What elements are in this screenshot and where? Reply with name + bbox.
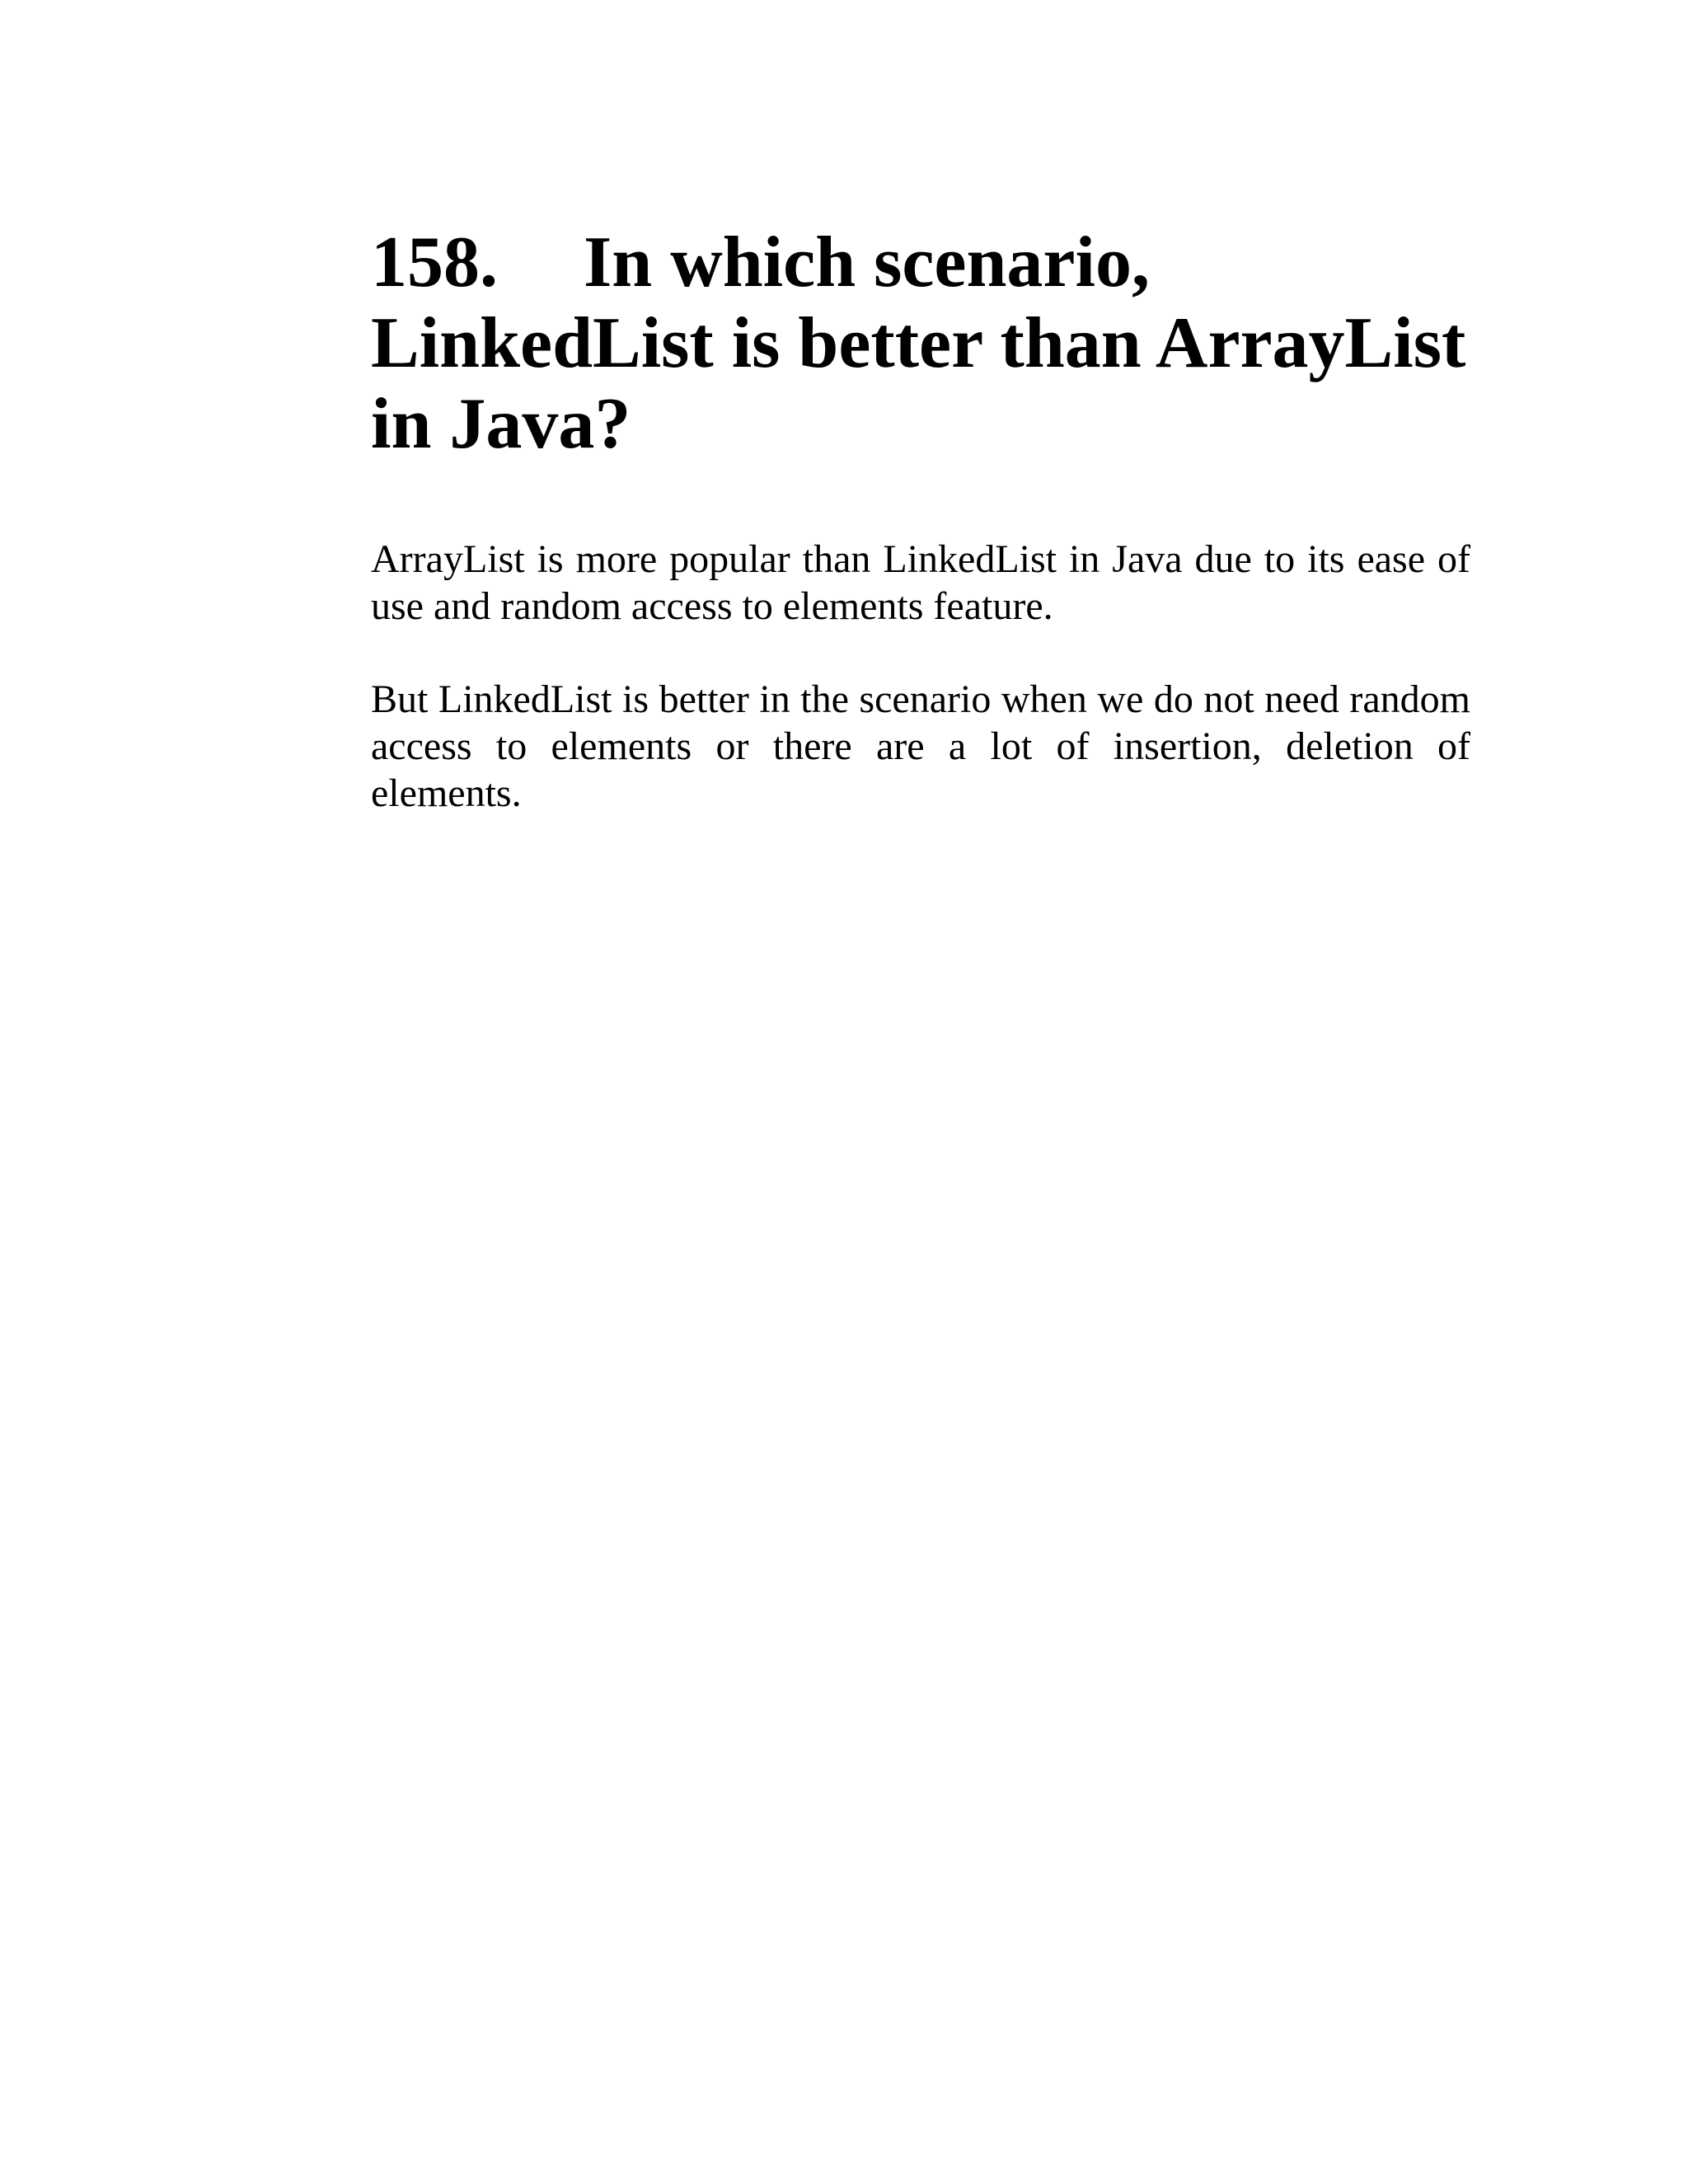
question-number: 158. <box>371 223 498 302</box>
page-content <box>371 223 1470 817</box>
paragraph-intro: ArrayList is more popular than LinkedList in Java due to its ease of use and random access to elements feature. <box>371 537 1470 628</box>
question-heading <box>371 223 1470 465</box>
paragraph-answer: But LinkedList is better in the scenario when we do not need random access to elements or there are a lot of insertion, deletion of elements. <box>371 677 1470 815</box>
question-title: In which scenario, LinkedList is better than ArrayList in Java? <box>371 223 1466 464</box>
